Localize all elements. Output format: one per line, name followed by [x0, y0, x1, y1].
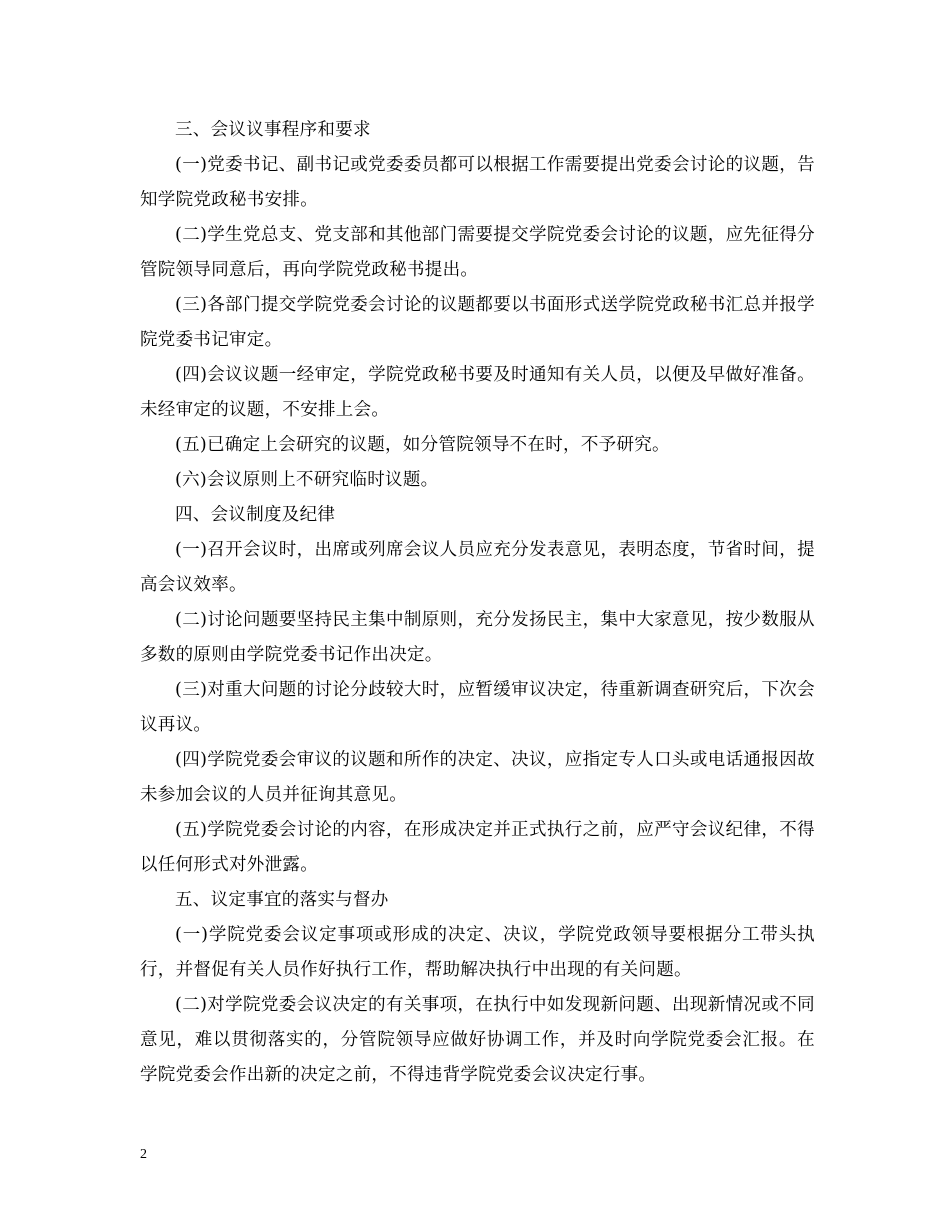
- paragraph: (二)对学院党委会议决定的有关事项，在执行中如发现新问题、出现新情况或不同意见，难以贯彻落实的，分管院领导应做好协调工作，并及时向学院党委会汇报。在学院党委会作出新的决定之前，不得违背学院党委会议决定行事。: [140, 995, 815, 1085]
- paragraph: (二)学生党总支、党支部和其他部门需要提交学院党委会讨论的议题，应先征得分管院领导同意后，再向学院党政秘书提出。: [140, 225, 815, 280]
- paragraph: (三)对重大问题的讨论分歧较大时，应暂缓审议决定，待重新调查研究后，下次会议再议。: [140, 680, 815, 735]
- paragraph: (一)学院党委会议定事项或形成的决定、决议，学院党政领导要根据分工带头执行，并督促有关人员作好执行工作，帮助解决执行中出现的有关问题。: [140, 925, 815, 980]
- paragraph: (五)已确定上会研究的议题，如分管院领导不在时，不予研究。: [175, 435, 670, 455]
- page-number: 2: [140, 1147, 147, 1162]
- section-heading-3: 三、会议议事程序和要求: [175, 120, 371, 140]
- paragraph: (五)学院党委会讨论的内容，在形成决定并正式执行之前，应严守会议纪律，不得以任何形式对外泄露。: [140, 820, 815, 875]
- paragraph: (四)学院党委会审议的议题和所作的决定、决议，应指定专人口头或电话通报因故未参加会议的人员并征询其意见。: [140, 750, 815, 805]
- paragraph: (一)召开会议时，出席或列席会议人员应充分发表意见，表明态度，节省时间，提高会议效率。: [140, 540, 815, 595]
- paragraph: (二)讨论问题要坚持民主集中制原则，充分发扬民主，集中大家意见，按少数服从多数的原则由学院党委书记作出决定。: [140, 610, 815, 665]
- paragraph: (一)党委书记、副书记或党委委员都可以根据工作需要提出党委会讨论的议题，告知学院党政秘书安排。: [140, 155, 815, 210]
- paragraph: (三)各部门提交学院党委会讨论的议题都要以书面形式送学院党政秘书汇总并报学院党委书记审定。: [140, 295, 815, 350]
- section-heading-4: 四、会议制度及纪律: [175, 505, 336, 525]
- section-heading-5: 五、议定事宜的落实与督办: [175, 890, 389, 910]
- paragraph: (六)会议原则上不研究临时议题。: [175, 470, 439, 490]
- paragraph: (四)会议议题一经审定，学院党政秘书要及时通知有关人员，以便及早做好准备。未经审定的议题，不安排上会。: [140, 365, 815, 420]
- document-body: [140, 113, 815, 1093]
